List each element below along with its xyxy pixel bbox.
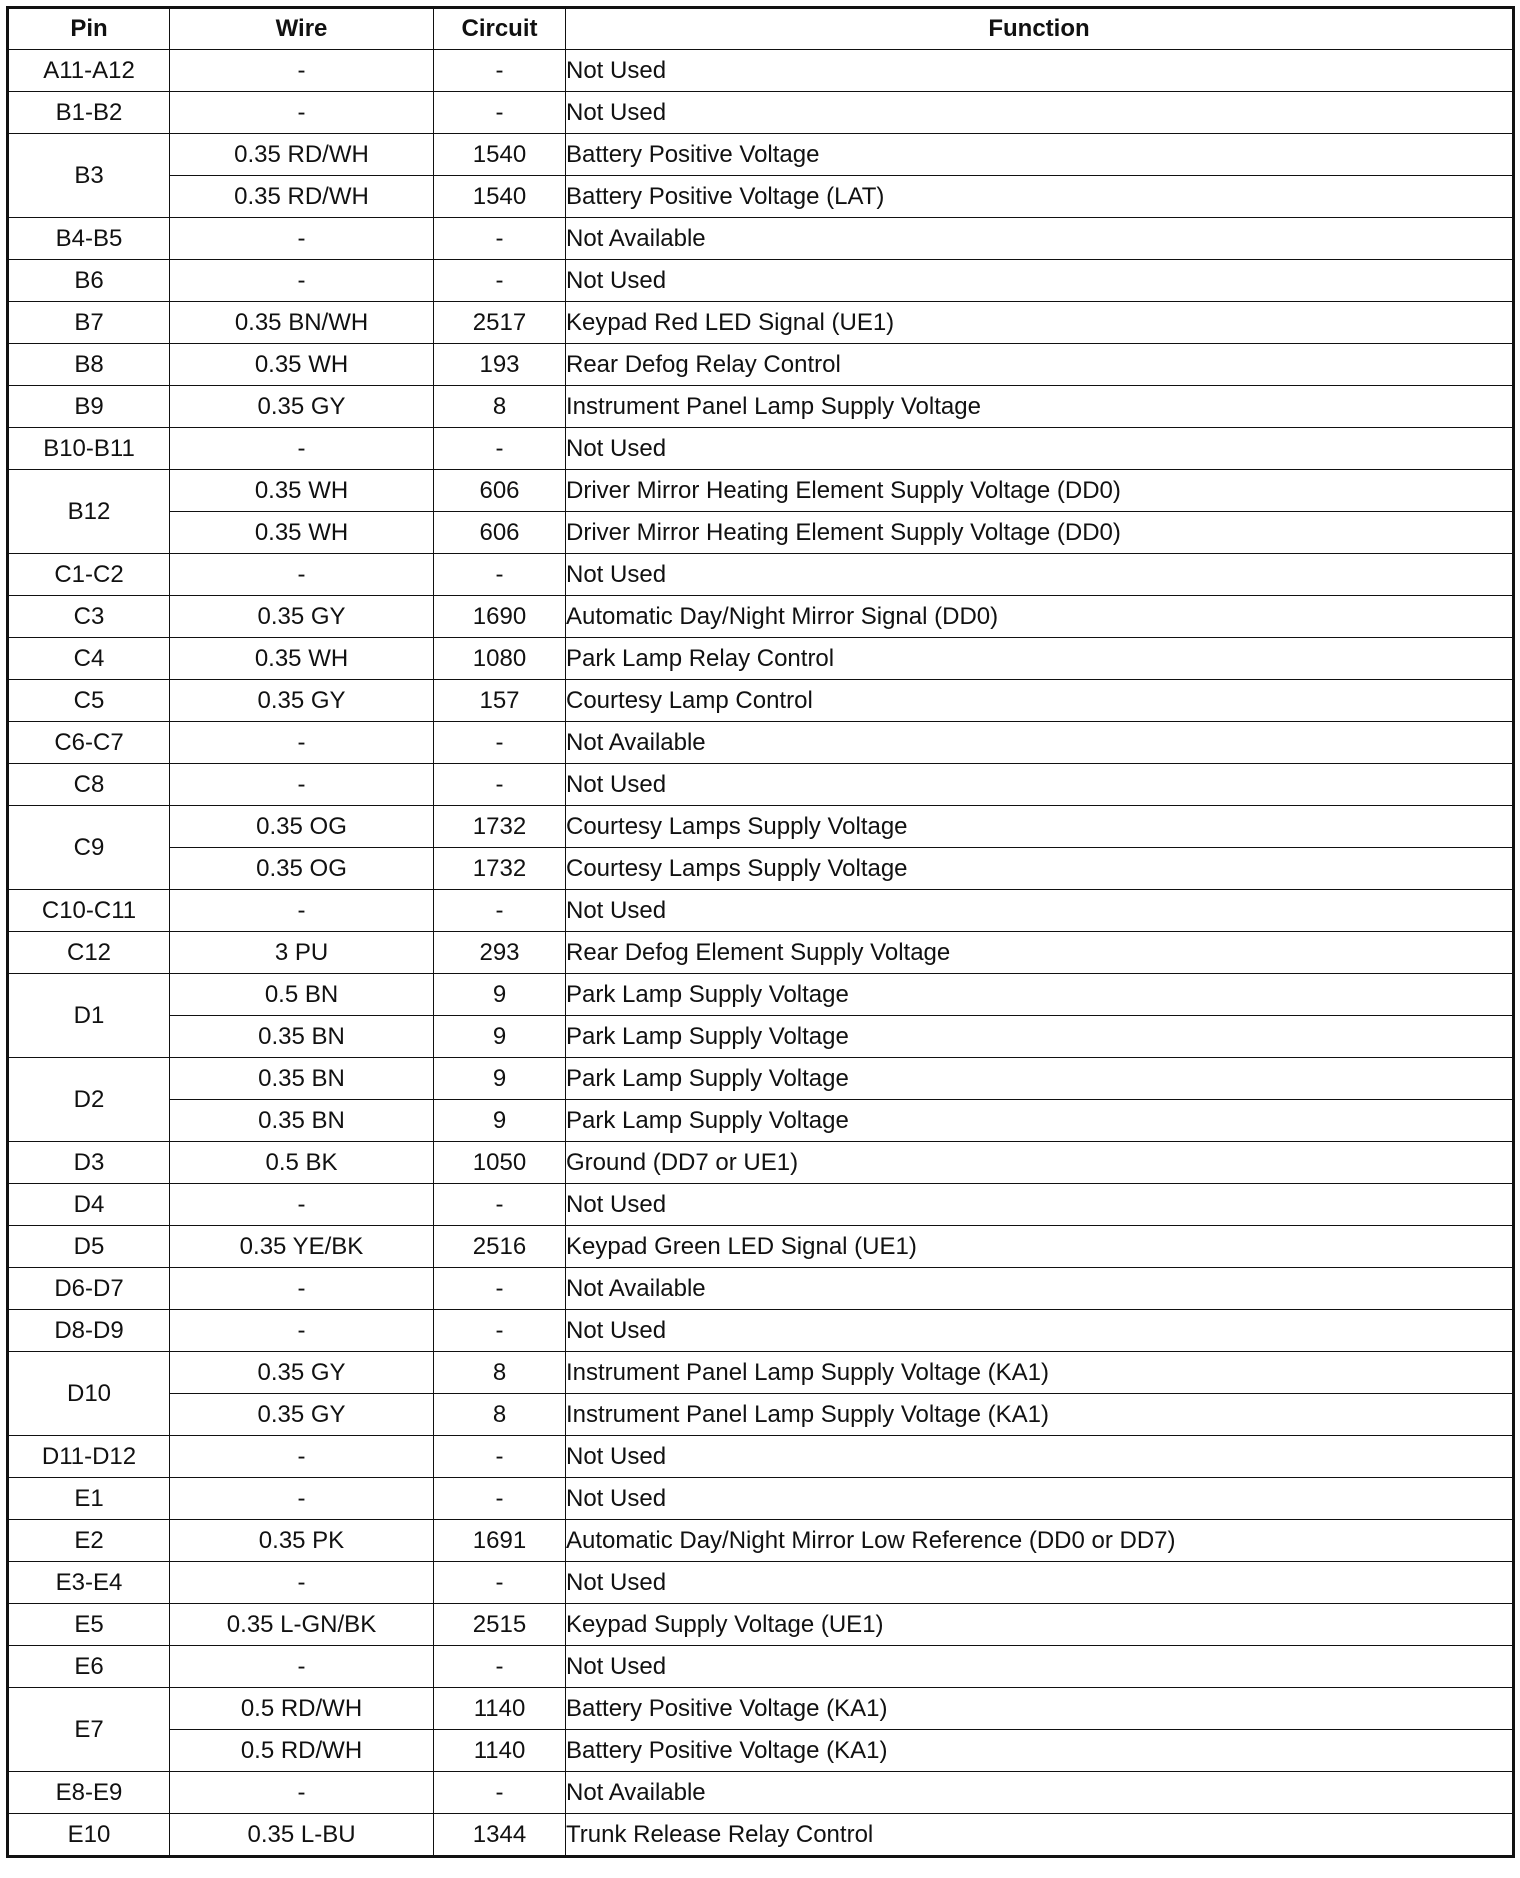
function-cell: Battery Positive Voltage (LAT) <box>566 176 1514 218</box>
function-cell: Not Available <box>566 218 1514 260</box>
table-row <box>8 260 1514 302</box>
circuit-cell: 293 <box>434 932 566 974</box>
circuit-cell: 157 <box>434 680 566 722</box>
circuit-cell: 1140 <box>434 1688 566 1730</box>
table-row <box>8 554 1514 596</box>
pin-cell: C12 <box>8 932 170 974</box>
function-cell: Battery Positive Voltage <box>566 134 1514 176</box>
table-row <box>8 1646 1514 1688</box>
function-cell: Not Available <box>566 1772 1514 1814</box>
pin-cell: B9 <box>8 386 170 428</box>
function-cell: Keypad Supply Voltage (UE1) <box>566 1604 1514 1646</box>
circuit-cell: 1140 <box>434 1730 566 1772</box>
table-row <box>8 1142 1514 1184</box>
wire-cell: - <box>170 92 434 134</box>
table-row <box>8 638 1514 680</box>
pin-cell: C4 <box>8 638 170 680</box>
wire-cell: 0.35 BN <box>170 1058 434 1100</box>
pin-cell: E10 <box>8 1814 170 1857</box>
wire-cell: 3 PU <box>170 932 434 974</box>
wire-cell: - <box>170 50 434 92</box>
wire-cell: - <box>170 554 434 596</box>
circuit-cell: - <box>434 1184 566 1226</box>
circuit-cell: 606 <box>434 512 566 554</box>
wire-cell: - <box>170 1436 434 1478</box>
function-cell: Instrument Panel Lamp Supply Voltage (KA1) <box>566 1394 1514 1436</box>
table-row <box>8 470 1514 512</box>
function-cell: Not Used <box>566 764 1514 806</box>
pin-cell: E1 <box>8 1478 170 1520</box>
table-row <box>8 92 1514 134</box>
wire-cell: 0.35 PK <box>170 1520 434 1562</box>
wire-cell: 0.35 GY <box>170 680 434 722</box>
wire-cell: - <box>170 1310 434 1352</box>
circuit-cell: 1344 <box>434 1814 566 1857</box>
wire-cell: - <box>170 1478 434 1520</box>
pin-cell: D2 <box>8 1058 170 1142</box>
wire-cell: 0.35 GY <box>170 1394 434 1436</box>
function-cell: Not Used <box>566 554 1514 596</box>
pin-cell: D1 <box>8 974 170 1058</box>
table-row <box>8 1310 1514 1352</box>
table-row <box>8 764 1514 806</box>
wire-cell: - <box>170 1646 434 1688</box>
circuit-cell: - <box>434 1310 566 1352</box>
circuit-cell: 9 <box>434 1100 566 1142</box>
pin-cell: C10-C11 <box>8 890 170 932</box>
pin-cell: D10 <box>8 1352 170 1436</box>
circuit-cell: - <box>434 890 566 932</box>
pin-cell: A11-A12 <box>8 50 170 92</box>
wire-cell: 0.5 BN <box>170 974 434 1016</box>
wire-cell: 0.35 OG <box>170 806 434 848</box>
pin-cell: B6 <box>8 260 170 302</box>
function-cell: Instrument Panel Lamp Supply Voltage (KA1) <box>566 1352 1514 1394</box>
function-cell: Not Used <box>566 1184 1514 1226</box>
wire-cell: 0.35 BN/WH <box>170 302 434 344</box>
table-row <box>8 50 1514 92</box>
wire-cell: 0.35 GY <box>170 596 434 638</box>
function-cell: Keypad Red LED Signal (UE1) <box>566 302 1514 344</box>
function-cell: Park Lamp Relay Control <box>566 638 1514 680</box>
circuit-cell: 1691 <box>434 1520 566 1562</box>
circuit-cell: - <box>434 1436 566 1478</box>
wire-cell: 0.35 RD/WH <box>170 134 434 176</box>
table-row <box>8 1016 1514 1058</box>
function-cell: Not Used <box>566 50 1514 92</box>
function-cell: Not Used <box>566 1310 1514 1352</box>
table-row <box>8 932 1514 974</box>
wire-cell: 0.35 BN <box>170 1016 434 1058</box>
pin-cell: E5 <box>8 1604 170 1646</box>
pin-cell: C5 <box>8 680 170 722</box>
table-row <box>8 1814 1514 1857</box>
connector-pinout-table <box>6 6 1515 1858</box>
pin-cell: E2 <box>8 1520 170 1562</box>
function-cell: Not Used <box>566 1646 1514 1688</box>
table-row <box>8 1394 1514 1436</box>
pin-cell: C9 <box>8 806 170 890</box>
function-cell: Not Used <box>566 428 1514 470</box>
table-row <box>8 344 1514 386</box>
table-row <box>8 386 1514 428</box>
circuit-cell: 1690 <box>434 596 566 638</box>
circuit-cell: - <box>434 428 566 470</box>
table-row <box>8 722 1514 764</box>
function-cell: Automatic Day/Night Mirror Signal (DD0) <box>566 596 1514 638</box>
table-row <box>8 1436 1514 1478</box>
circuit-cell: - <box>434 764 566 806</box>
function-cell: Trunk Release Relay Control <box>566 1814 1514 1857</box>
table-row <box>8 1520 1514 1562</box>
table-row <box>8 1100 1514 1142</box>
pin-cell: B7 <box>8 302 170 344</box>
table-row <box>8 1268 1514 1310</box>
circuit-cell: 8 <box>434 386 566 428</box>
wire-cell: 0.35 GY <box>170 386 434 428</box>
table-row <box>8 134 1514 176</box>
function-cell: Park Lamp Supply Voltage <box>566 1016 1514 1058</box>
function-cell: Park Lamp Supply Voltage <box>566 974 1514 1016</box>
pin-cell: B10-B11 <box>8 428 170 470</box>
circuit-cell: - <box>434 50 566 92</box>
function-cell: Not Used <box>566 1562 1514 1604</box>
pin-cell: D4 <box>8 1184 170 1226</box>
function-cell: Battery Positive Voltage (KA1) <box>566 1730 1514 1772</box>
wire-cell: - <box>170 260 434 302</box>
wire-cell: - <box>170 218 434 260</box>
table-row <box>8 1562 1514 1604</box>
pin-cell: B8 <box>8 344 170 386</box>
header-pin: Pin <box>8 8 170 50</box>
circuit-cell: - <box>434 218 566 260</box>
table-row <box>8 806 1514 848</box>
circuit-cell: 1540 <box>434 176 566 218</box>
wire-cell: - <box>170 890 434 932</box>
function-cell: Not Used <box>566 1478 1514 1520</box>
function-cell: Rear Defog Relay Control <box>566 344 1514 386</box>
function-cell: Courtesy Lamps Supply Voltage <box>566 806 1514 848</box>
wire-cell: 0.5 BK <box>170 1142 434 1184</box>
table-row <box>8 176 1514 218</box>
table-row <box>8 680 1514 722</box>
pin-cell: B12 <box>8 470 170 554</box>
circuit-cell: 1050 <box>434 1142 566 1184</box>
wire-cell: 0.35 L-GN/BK <box>170 1604 434 1646</box>
pin-cell: C6-C7 <box>8 722 170 764</box>
pin-cell: E3-E4 <box>8 1562 170 1604</box>
table-row <box>8 1772 1514 1814</box>
table-row <box>8 1730 1514 1772</box>
table-row <box>8 1058 1514 1100</box>
pin-cell: D3 <box>8 1142 170 1184</box>
circuit-cell: 8 <box>434 1394 566 1436</box>
circuit-cell: 8 <box>434 1352 566 1394</box>
pin-cell: E7 <box>8 1688 170 1772</box>
wire-cell: 0.35 WH <box>170 512 434 554</box>
table-header <box>8 8 1514 50</box>
circuit-cell: 193 <box>434 344 566 386</box>
table-row <box>8 974 1514 1016</box>
pin-cell: C8 <box>8 764 170 806</box>
pin-cell: E8-E9 <box>8 1772 170 1814</box>
table-row <box>8 428 1514 470</box>
wire-cell: 0.35 RD/WH <box>170 176 434 218</box>
table-row <box>8 302 1514 344</box>
circuit-cell: 9 <box>434 1016 566 1058</box>
function-cell: Automatic Day/Night Mirror Low Reference (DD0 or DD7) <box>566 1520 1514 1562</box>
wire-cell: 0.35 OG <box>170 848 434 890</box>
circuit-cell: 1540 <box>434 134 566 176</box>
function-cell: Ground (DD7 or UE1) <box>566 1142 1514 1184</box>
function-cell: Park Lamp Supply Voltage <box>566 1058 1514 1100</box>
table-row <box>8 596 1514 638</box>
wire-cell: - <box>170 428 434 470</box>
wire-cell: - <box>170 1562 434 1604</box>
table-body <box>8 50 1514 1857</box>
function-cell: Not Available <box>566 1268 1514 1310</box>
pin-cell: C3 <box>8 596 170 638</box>
pin-cell: E6 <box>8 1646 170 1688</box>
function-cell: Courtesy Lamp Control <box>566 680 1514 722</box>
table-row <box>8 1184 1514 1226</box>
wire-cell: 0.35 BN <box>170 1100 434 1142</box>
pin-cell: B3 <box>8 134 170 218</box>
table-row <box>8 512 1514 554</box>
circuit-cell: - <box>434 1646 566 1688</box>
function-cell: Not Used <box>566 260 1514 302</box>
function-cell: Battery Positive Voltage (KA1) <box>566 1688 1514 1730</box>
function-cell: Park Lamp Supply Voltage <box>566 1100 1514 1142</box>
circuit-cell: - <box>434 554 566 596</box>
wire-cell: 0.35 WH <box>170 344 434 386</box>
circuit-cell: - <box>434 92 566 134</box>
function-cell: Not Used <box>566 890 1514 932</box>
pin-cell: D11-D12 <box>8 1436 170 1478</box>
table-row <box>8 1226 1514 1268</box>
wire-cell: - <box>170 764 434 806</box>
wire-cell: 0.35 YE/BK <box>170 1226 434 1268</box>
circuit-cell: 2516 <box>434 1226 566 1268</box>
function-cell: Not Used <box>566 1436 1514 1478</box>
header-row <box>8 8 1514 50</box>
pin-cell: B1-B2 <box>8 92 170 134</box>
circuit-cell: - <box>434 260 566 302</box>
circuit-cell: 606 <box>434 470 566 512</box>
circuit-cell: 1732 <box>434 848 566 890</box>
table-row <box>8 218 1514 260</box>
function-cell: Not Available <box>566 722 1514 764</box>
circuit-cell: - <box>434 1478 566 1520</box>
pin-cell: C1-C2 <box>8 554 170 596</box>
pin-cell: B4-B5 <box>8 218 170 260</box>
function-cell: Instrument Panel Lamp Supply Voltage <box>566 386 1514 428</box>
pinout-document <box>6 6 1512 1858</box>
pin-cell: D6-D7 <box>8 1268 170 1310</box>
circuit-cell: - <box>434 722 566 764</box>
circuit-cell: - <box>434 1772 566 1814</box>
wire-cell: - <box>170 1184 434 1226</box>
wire-cell: 0.5 RD/WH <box>170 1688 434 1730</box>
function-cell: Driver Mirror Heating Element Supply Voltage (DD0) <box>566 470 1514 512</box>
table-row <box>8 1478 1514 1520</box>
wire-cell: - <box>170 1772 434 1814</box>
wire-cell: - <box>170 1268 434 1310</box>
circuit-cell: 2517 <box>434 302 566 344</box>
header-function: Function <box>566 8 1514 50</box>
circuit-cell: 1080 <box>434 638 566 680</box>
wire-cell: 0.5 RD/WH <box>170 1730 434 1772</box>
circuit-cell: 9 <box>434 1058 566 1100</box>
circuit-cell: - <box>434 1562 566 1604</box>
circuit-cell: - <box>434 1268 566 1310</box>
header-circuit: Circuit <box>434 8 566 50</box>
table-row <box>8 1352 1514 1394</box>
header-wire: Wire <box>170 8 434 50</box>
table-row <box>8 848 1514 890</box>
wire-cell: 0.35 WH <box>170 638 434 680</box>
wire-cell: 0.35 L-BU <box>170 1814 434 1857</box>
function-cell: Rear Defog Element Supply Voltage <box>566 932 1514 974</box>
table-row <box>8 890 1514 932</box>
wire-cell: - <box>170 722 434 764</box>
table-row <box>8 1688 1514 1730</box>
circuit-cell: 1732 <box>434 806 566 848</box>
function-cell: Keypad Green LED Signal (UE1) <box>566 1226 1514 1268</box>
circuit-cell: 2515 <box>434 1604 566 1646</box>
pin-cell: D5 <box>8 1226 170 1268</box>
function-cell: Driver Mirror Heating Element Supply Voltage (DD0) <box>566 512 1514 554</box>
table-row <box>8 1604 1514 1646</box>
function-cell: Not Used <box>566 92 1514 134</box>
circuit-cell: 9 <box>434 974 566 1016</box>
wire-cell: 0.35 GY <box>170 1352 434 1394</box>
pin-cell: D8-D9 <box>8 1310 170 1352</box>
wire-cell: 0.35 WH <box>170 470 434 512</box>
function-cell: Courtesy Lamps Supply Voltage <box>566 848 1514 890</box>
